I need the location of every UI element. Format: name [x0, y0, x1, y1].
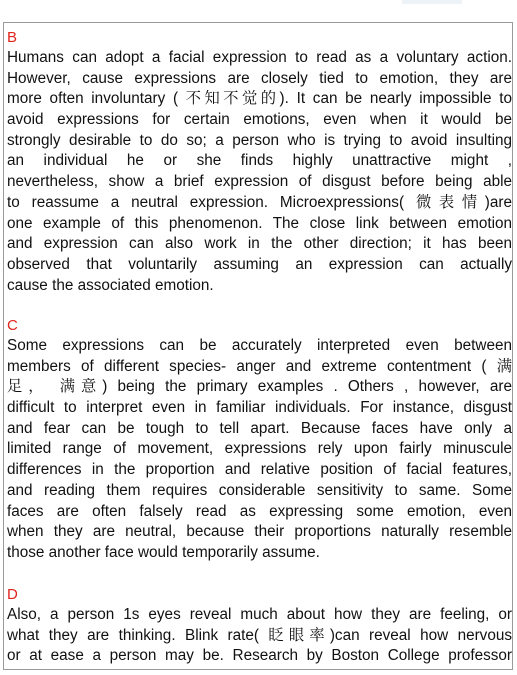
section-b: [7, 27, 512, 296]
top-scan-artifact: [402, 0, 462, 4]
text-line: an individual he or she finds highly unattractive might ,: [7, 152, 512, 170]
text-line: or at ease a person may be. Research by Boston College professor: [7, 647, 512, 665]
text-line: difficult to interpret even in familiar individuals. For instance, disgust: [7, 399, 512, 417]
section-letter: C: [7, 317, 18, 334]
text-line: members of different species- anger and extreme contentment ( 满: [7, 357, 512, 375]
text-line: However, cause expressions are closely tied to emotion, they are: [7, 69, 512, 87]
section-d: [7, 584, 512, 667]
section-letter: B: [7, 29, 18, 46]
text-line: Some expressions can be accurately interpreted even between: [7, 337, 512, 354]
text-line: strongly desirable to do so; a person who is trying to avoid insulting: [7, 131, 512, 149]
text-line: observed that voluntarily assuming an expression can actually: [7, 255, 512, 273]
text-line: and fear can be tough to tell apart. Because faces have only a: [7, 419, 512, 437]
text-line: nevertheless, show a brief expression of disgust before being able: [7, 173, 512, 191]
text-line: to reassume a neutral expression. Microexpressions( 微表情)are: [7, 193, 512, 211]
text-line: 足， 满意) being the primary examples . Others , however, are: [7, 378, 512, 396]
text-line: one example of this phenomenon. The close link between emotion: [7, 214, 512, 232]
text-line: faces are often falsely read as expressing some emotion, even: [7, 502, 512, 520]
text-line: avoid expressions for certain emotions, even when it would be: [7, 111, 512, 129]
text-line: and reading them requires considerable sensitivity to same. Some: [7, 481, 512, 499]
text-line: what they are thinking. Blink rate( 眨眼率)can reveal how nervous: [7, 626, 512, 644]
text-line: cause the associated emotion.: [7, 276, 214, 294]
section-c: [7, 315, 512, 564]
text-line: differences in the proportion and relative position of facial features,: [7, 461, 512, 479]
text-line: and expression can also work in the other direction; it has been: [7, 235, 512, 253]
text-line: Also, a person 1s eyes reveal much about how they are feeling, or: [7, 606, 512, 623]
text-line: limited range of movement, expressions rely upon fairly minuscule: [7, 440, 512, 458]
text-line: more often involuntary ( 不知不觉的). It can be nearly impossible to: [7, 90, 512, 108]
text-line: those another face would temporarily assume.: [7, 543, 320, 561]
text-line: when they are neutral, because their proportions naturally resemble: [7, 523, 512, 541]
section-letter: D: [7, 586, 18, 603]
text-line: Humans can adopt a facial expression to read as a voluntary action.: [7, 49, 512, 66]
